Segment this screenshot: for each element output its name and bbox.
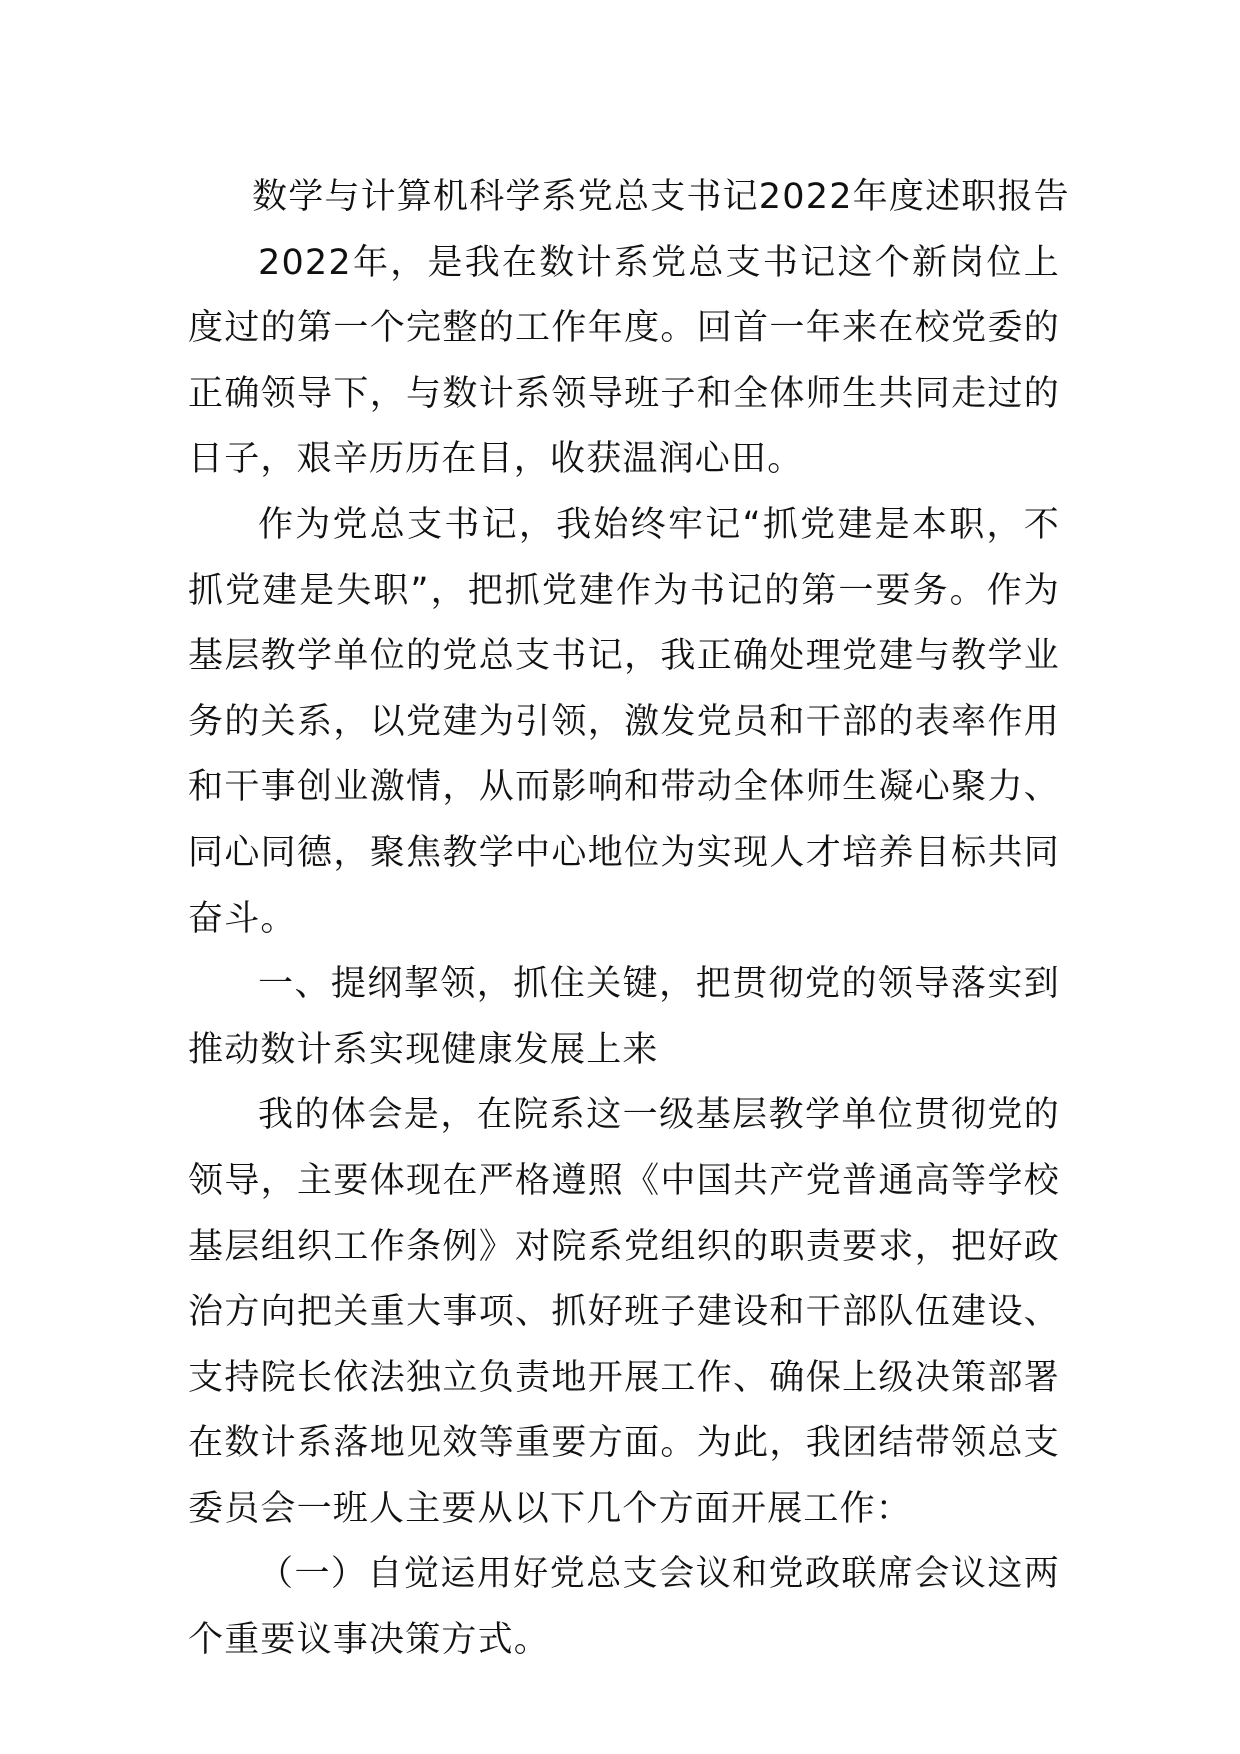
section-heading-1: 一、提纲挈领，抓住关键，把贯彻党的领导落实到推动数计系实现健康发展上来 [188,964,1060,1070]
party-building-paragraph: 作为党总支书记，我始终牢记“抓党建是本职，不抓党建是失职”，把抓党建作为书记的第一要务。作为基层教学单位的党总支书记，我正确处理党建与教学业务的关系，以党建为引领，激发党员和干部的表率作用和干事创业激情，从而影响和带动全体师生凝心聚力、同心同德，聚焦教学中心地位为实现人才培养目标共同奋斗。 [188,504,1060,939]
document-title: 数学与计算机科学系党总支书记2022年度述职报告 [252,177,1070,217]
intro-paragraph: 2022年，是我在数计系党总支书记这个新岗位上度过的第一个完整的工作年度。回首一年来在校党委的正确领导下，与数计系领导班子和全体师生共同走过的日子，艰辛历历在目，收获温润心田。 [188,242,1060,480]
section-paragraph-1: 我的体会是，在院系这一级基层教学单位贯彻党的领导，主要体现在严格遵照《中国共产党普通高等学校基层组织工作条例》对院系党组织的职责要求，把好政治方向把关重大事项、抓好班子建设和干部队伍建设、支持院长依法独立负责地开展工作、确保上级决策部署在数计系落地见效等重要方面。为此，我团结带领总支委员会一班人主要从以下几个方面开展工作： [188,1095,1060,1529]
subsection-heading-1: （一）自觉运用好党总支会议和党政联席会议这两个重要议事决策方式。 [188,1554,1060,1661]
document-body [188,165,1070,1674]
